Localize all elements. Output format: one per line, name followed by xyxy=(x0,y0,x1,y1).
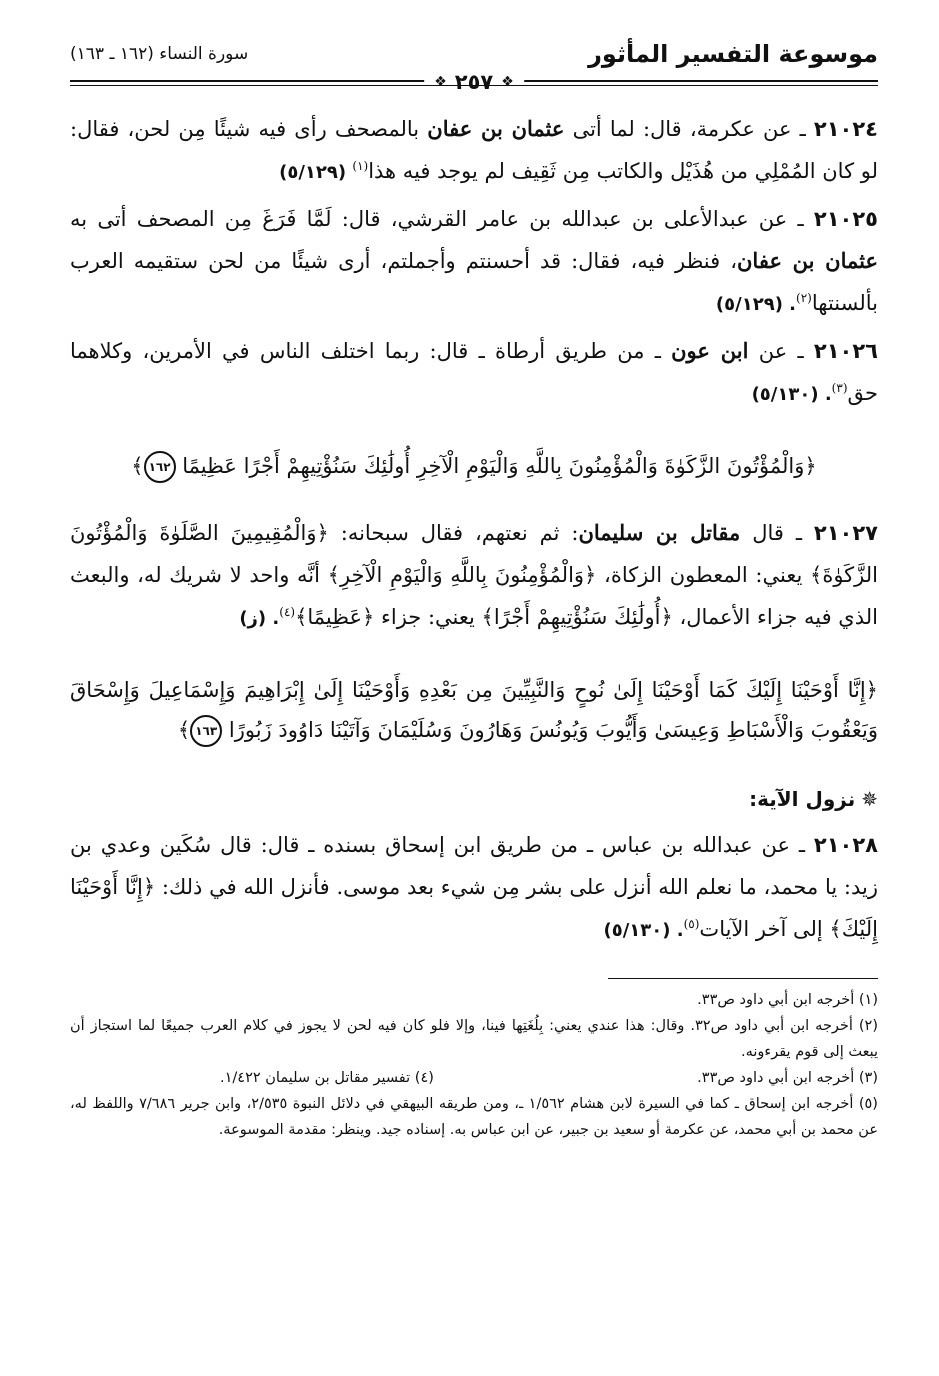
footnote-marker[interactable]: (٤) xyxy=(279,605,296,619)
page-number-box xyxy=(424,70,524,94)
footnote-2: (٢) أخرجه ابن أبي داود ص٣٢. وقال: هذا عندي يعني: بِلُغَتِها فينا، وإلا فلو كان فيه لحن لا يجوز في كلام العرب جميعًا لما استجاز أن يبعث إلى قوم يقرءونه. xyxy=(70,1018,878,1060)
narrator-name: ابن عون xyxy=(671,338,749,363)
entry-21025: ٢١٠٢٥ ـ عن عبدالأعلى بن عبدالله بن عامر القرشي، قال: لَمَّا فَرَغَ مِن المصحف أتى به عثمان بن عفان، فنظر فيه، فقال: قد أحسنتم وأجملتم، أرى شيئًا من لحن ستقيمه العرب بألسنتها$^{(٢)}$. (٥/١٢٩) xyxy=(70,207,878,315)
footnote-3: (٣) أخرجه ابن أبي داود ص٣٣. xyxy=(697,1070,878,1086)
entry-number: ٢١٠٢٧ xyxy=(813,521,878,545)
footnote-marker[interactable]: (٥) xyxy=(683,917,700,931)
quran-quote: ﴿أُولَٰئِكَ سَنُؤْتِيهِمْ أَجْرًا﴾ xyxy=(481,605,673,629)
ayah-number-icon: ١٦٣ xyxy=(190,715,222,747)
page-number: ٢٥٧ xyxy=(454,70,494,94)
document-page xyxy=(70,36,878,1143)
ayah-text: ﴿إِنَّا أَوْحَيْنَا إِلَيْكَ كَمَا أَوْحَيْنَا إِلَىٰ نُوحٍ وَالنَّبِيِّينَ مِن بَعْدِهِ وَأَوْحَيْنَا إِلَىٰ إِبْرَاهِيمَ وَإِسْمَاعِيلَ وَإِسْحَاقَ وَيَعْقُوبَ وَالْأَسْبَاطِ وَعِيسَىٰ وَأَيُّوبَ وَيُونُسَ وَهَارُونَ وَسُلَيْمَانَ وَآتَيْنَا دَاوُودَ زَبُورًا xyxy=(70,678,878,742)
footnote-row xyxy=(70,1065,878,1091)
ayah-text: ﴿وَالْمُؤْتُونَ الزَّكَوٰةَ وَالْمُؤْمِنُونَ بِاللَّهِ وَالْيَوْمِ الْآخِرِ أُولَٰئِكَ سَنُؤْتِيهِمْ أَجْرًا عَظِيمًا xyxy=(182,454,817,478)
ayah-163: ﴿إِنَّا أَوْحَيْنَا إِلَيْكَ كَمَا أَوْحَيْنَا إِلَىٰ نُوحٍ وَالنَّبِيِّينَ مِن بَعْدِهِ وَأَوْحَيْنَا إِلَىٰ إِبْرَاهِيمَ وَإِسْمَاعِيلَ وَإِسْحَاقَ وَيَعْقُوبَ وَالْأَسْبَاطِ وَعِيسَىٰ وَأَيُّوبَ وَيُونُسَ وَهَارُونَ وَسُلَيْمَانَ وَآتَيْنَا دَاوُودَ زَبُورًا ١٦٣﴾ xyxy=(70,670,878,750)
volume-reference: . (٥/١٢٩) xyxy=(715,294,797,315)
narrator-name: عثمان بن عفان xyxy=(427,116,565,141)
volume-reference: . (ز) xyxy=(239,608,280,629)
footnotes xyxy=(70,987,878,1143)
footnote-marker[interactable]: (١) xyxy=(352,159,369,173)
star-ornament-icon: ✵ xyxy=(861,787,878,811)
footnote-marker[interactable]: (٣) xyxy=(831,381,848,395)
ayah-number-icon: ١٦٢ xyxy=(144,451,176,483)
volume-reference: . (٥/١٣٠) xyxy=(751,384,832,405)
quran-quote: ﴿وَالْمُقِيمِينَ الصَّلَوٰةَ وَالْمُؤْتُونَ الزَّكَوٰةَ﴾ xyxy=(70,521,878,587)
ornament-icon: ❖ xyxy=(501,74,514,90)
surah-title: سورة النساء (١٦٢ ـ ١٦٣) xyxy=(70,44,249,64)
volume-reference: (٥/١٢٩) xyxy=(279,162,353,183)
footnote-1: (١) أخرجه ابن أبي داود ص٣٣. xyxy=(697,992,878,1008)
section-heading: ✵نزول الآية: xyxy=(749,787,878,811)
entry-21028: ٢١٠٢٨ ـ عن عبدالله بن عباس ـ من طريق ابن إسحاق بسنده ـ قال: قال سُكَين وعدي بن زيد: يا محمد، ما نعلم الله أنزل على بشر مِن شيء بعد موسى. فأنزل الله في ذلك: ﴿إِنَّا أَوْحَيْنَا إِلَيْكَ﴾ إلى آخر الآيات$^{(٥)}$. (٥/١٣٠) xyxy=(70,833,879,941)
narrator-name: عثمان بن عفان xyxy=(737,248,878,273)
footnote-5: (٥) أخرجه ابن إسحاق ـ كما في السيرة لابن هشام ١/٥٦٢ ـ، ومن طريقه البيهقي في دلائل النبوة ٢/٥٣٥، وابن جرير ٧/٦٨٦ واللفظ له، عن محمد بن أبي محمد، عن عكرمة أو سعيد بن جبير، عن ابن عباس به. إسناده جيد. وينظر: مقدمة الموسوعة. xyxy=(70,1096,878,1138)
entry-21027: ٢١٠٢٧ ـ قال مقاتل بن سليمان: ثم نعتهم، فقال سبحانه: ﴿وَالْمُقِيمِينَ الصَّلَوٰةَ وَالْمُؤْتُونَ الزَّكَوٰةَ﴾ يعني: المعطون الزكاة، ﴿وَالْمُؤْمِنُونَ بِاللَّهِ وَالْيَوْمِ الْآخِرِ﴾ أنَّه واحد لا شريك له، والبعث الذي فيه جزاء الأعمال، ﴿أُولَٰئِكَ سَنُؤْتِيهِمْ أَجْرًا﴾ يعني: جزاء ﴿عَظِيمًا﴾$^{(٤)}$. (ز) xyxy=(70,520,878,629)
book-title: موسوعة التفسير المأثور xyxy=(588,40,878,68)
quran-quote: ﴿عَظِيمًا﴾ xyxy=(295,605,375,629)
narrator-name: مقاتل بن سليمان xyxy=(578,520,741,545)
footnote-4: (٤) تفسير مقاتل بن سليمان ١/٤٢٢. xyxy=(220,1070,434,1086)
ornament-icon: ❖ xyxy=(434,74,447,90)
entry-number: ٢١٠٢٥ xyxy=(813,207,878,231)
quran-quote: ﴿وَالْمُؤْمِنُونَ بِاللَّهِ وَالْيَوْمِ الْآخِرِ﴾ xyxy=(327,563,597,587)
entry-21024: ٢١٠٢٤ ـ عن عكرمة، قال: لما أتى عثمان بن عفان بالمصحف رأى فيه شيئًا مِن لحن، فقال: لو كان المُمْلِي من هُذَيْل والكاتب مِن ثَقِيف لم يوجد فيه هذا$^{(١)}$ (٥/١٢٩) xyxy=(70,116,878,183)
running-header xyxy=(70,36,878,94)
footnote-divider xyxy=(608,978,878,979)
entry-number: ٢١٠٢٤ xyxy=(813,117,878,141)
footnote-marker[interactable]: (٢) xyxy=(796,291,812,305)
entry-number: ٢١٠٢٨ xyxy=(813,833,878,857)
main-text xyxy=(70,108,878,952)
quran-quote: ﴿إِنَّا أَوْحَيْنَا إِلَيْكَ﴾ xyxy=(70,875,878,941)
entry-21026: ٢١٠٢٦ ـ عن ابن عون ـ من طريق أرطاة ـ قال: ربما اختلف الناس في الأمرين، وكلاهما حق$^{(٣)}$. (٥/١٣٠) xyxy=(70,338,878,405)
ayah-162: ﴿وَالْمُؤْتُونَ الزَّكَوٰةَ وَالْمُؤْمِنُونَ بِاللَّهِ وَالْيَوْمِ الْآخِرِ أُولَٰئِكَ سَنُؤْتِيهِمْ أَجْرًا عَظِيمًا ١٦٢﴾ xyxy=(70,446,878,486)
entry-number: ٢١٠٢٦ xyxy=(813,339,878,363)
volume-reference: . (٥/١٣٠) xyxy=(603,920,684,941)
